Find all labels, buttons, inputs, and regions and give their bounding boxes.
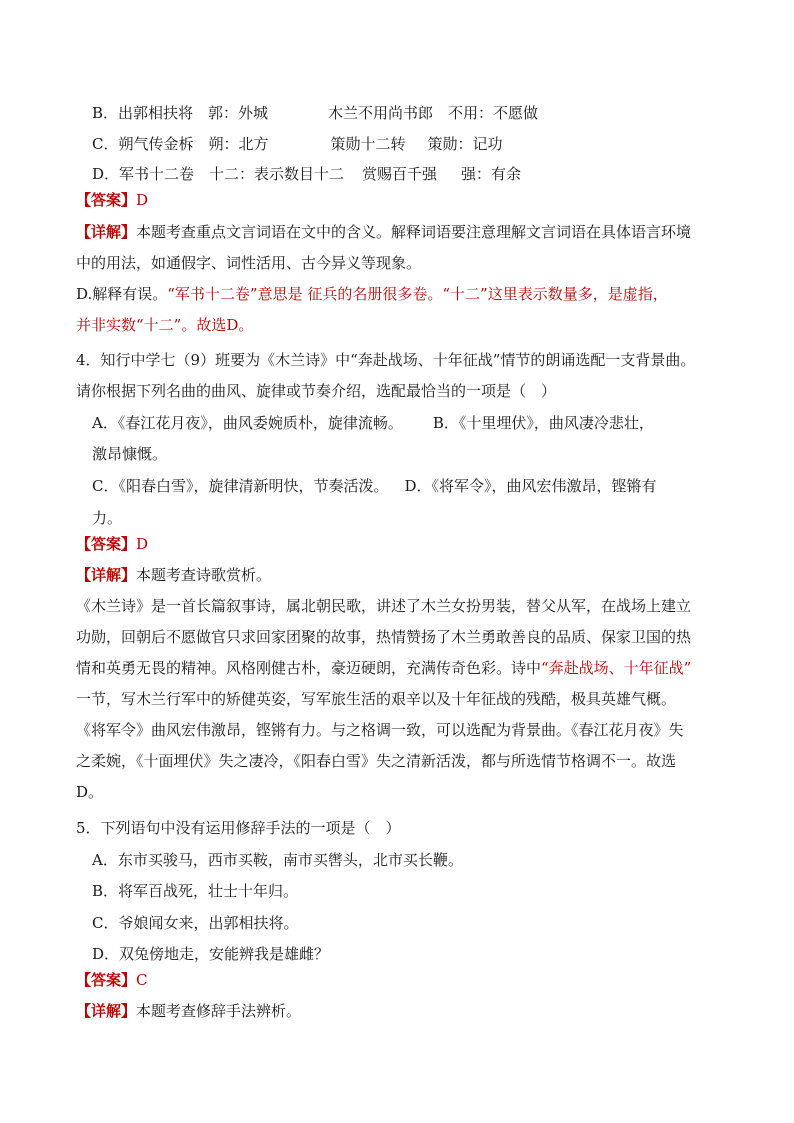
q5-option-d: D．双兔傍地走，安能辨我是雄雌？ xyxy=(92,945,330,963)
q5-option-b: B．将军百战死，壮士十年归。 xyxy=(92,882,299,900)
q4-detail-line4: 一节，写木兰行军中的矫健英姿，写军旅生活的艰辛以及十年征战的残酷，极具英雄气概。 xyxy=(76,690,677,708)
q5-detail: 【详解】本题考查修辞手法辨析。 xyxy=(76,1002,302,1020)
q5-stem: 5．下列语句中没有运用修辞手法的一项是（ ） xyxy=(76,819,401,837)
q3-answer: 【答案】D xyxy=(76,191,149,209)
q3-detail-line1: 【详解】本题考查重点文言词语在文中的含义。解释词语要注意理解文言词语在具体语言环境 xyxy=(76,223,692,241)
q3-detail-line4: 并非实数“十二”。故选D。 xyxy=(76,316,254,334)
q4-detail-line7: D。 xyxy=(76,783,104,801)
q3-option-c: C．朔气传金柝 朔：北方 策勋十二转 策勋：记功 xyxy=(92,135,503,153)
q3-detail-line2: 中的用法，如通假字、词性活用、古今异义等现象。 xyxy=(76,254,422,272)
q5-option-a: A．东市买骏马，西市买鞍，南市买辔头，北市买长鞭。 xyxy=(92,851,463,869)
q5-answer: 【答案】C xyxy=(76,971,148,989)
q3-option-d: D．军书十二卷 十二：表示数目十二 赏赐百千强 强：有余 xyxy=(92,165,522,183)
q3-detail-line3: D.解释有误。“军书十二卷”意思是 征兵的名册很多卷。“十二”这里表示数量多，是虚指， xyxy=(76,285,668,303)
q4-detail-line6: 之柔婉，《十面埋伏》失之凄冷，《阳春白雪》失之清新活泼，都与所选情节格调不一。故选 xyxy=(76,752,677,770)
q4-detail-line1: 《木兰诗》是一首长篇叙事诗，属北朝民歌，讲述了木兰女扮男装，替父从军，在战场上建立 xyxy=(76,597,692,615)
q5-option-c: C．爷娘闻女来，出郭相扶将。 xyxy=(92,914,299,932)
q4-detail-line2: 功勋，回朝后不愿做官只求回家团聚的故事，热情赞扬了木兰勇敢善良的品质、保家卫国的热 xyxy=(76,628,692,646)
q4-detail-intro: 【详解】本题考查诗歌赏析。 xyxy=(76,566,272,584)
q4-stem-line2: 请你根据下列名曲的曲风、旋律或节奏介绍，选配最恰当的一项是（ ） xyxy=(76,382,557,400)
q4-option-c-d: C．《阳春白雪》，旋律清新明快，节奏活泼。 D．《将军令》，曲风宏伟激昂，铿锵有 xyxy=(92,477,657,495)
q3-option-b: B．出郭相扶将 郭：外城 木兰不用尚书郎 不用：不愿做 xyxy=(92,104,539,122)
q4-option-d-cont: 力。 xyxy=(92,509,123,527)
q4-detail-line5: 《将军令》曲风宏伟激昂，铿锵有力。与之格调一致，可以选配为背景曲。《春江花月夜》失 xyxy=(76,721,684,739)
q4-option-b-cont: 激昂慷慨。 xyxy=(92,445,168,463)
q4-answer: 【答案】D xyxy=(76,535,149,553)
q4-option-a-b: A．《春江花月夜》，曲风委婉质朴，旋律流畅。 B．《十里埋伏》，曲风凄冷悲壮， xyxy=(92,414,654,432)
q4-stem-line1: 4．知行中学七（9）班要为《木兰诗》中“奔赴战场、十年征战”情节的朗诵选配一支背景曲。 xyxy=(76,351,696,369)
q4-detail-line3: 情和英勇无畏的精神。风格刚健古朴，豪迈硬朗，充满传奇色彩。诗中“奔赴战场、十年征战” xyxy=(76,659,692,677)
